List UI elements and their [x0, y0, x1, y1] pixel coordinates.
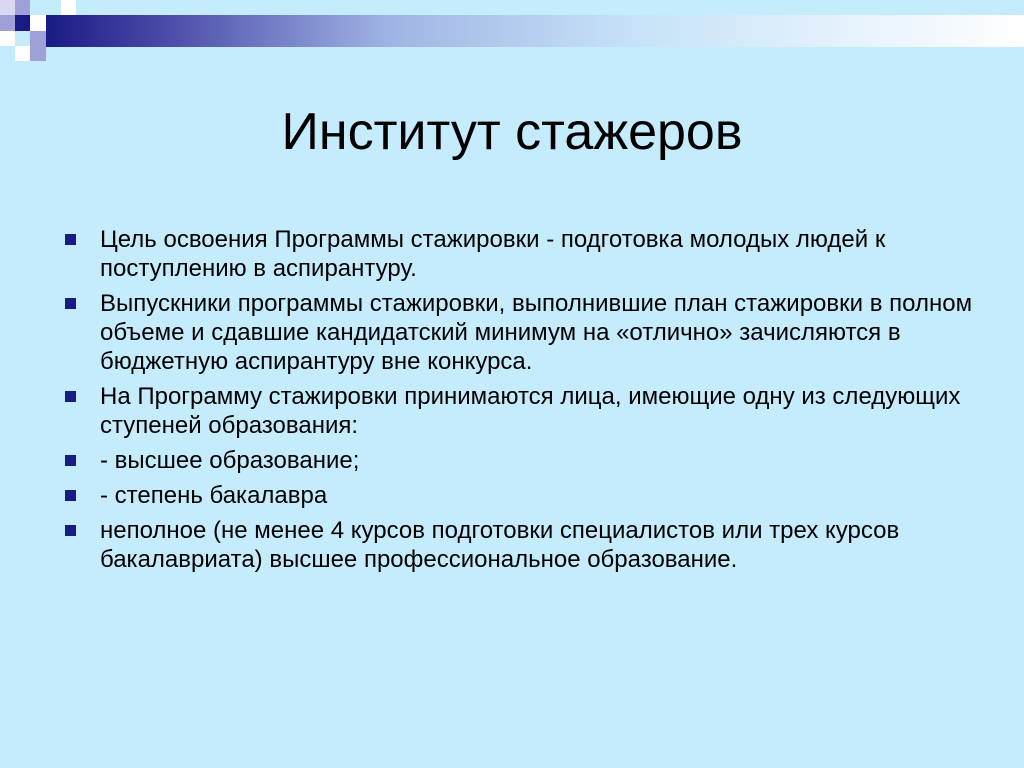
header-gradient-bar — [46, 15, 1024, 47]
bullet-text: На Программу стажировки принимаются лица, имеющие одну из следующих ступеней образования: — [100, 383, 961, 439]
square-bullet-icon — [65, 490, 76, 501]
bullet-text: - степень бакалавра — [100, 482, 328, 509]
square-bullet-icon — [65, 391, 76, 402]
square-bullet-icon — [65, 455, 76, 466]
bullet-item — [60, 382, 990, 440]
decor-square-5 — [15, 15, 30, 31]
decor-square-8 — [0, 31, 15, 46]
decor-square-2 — [15, 0, 30, 15]
decor-square-9 — [30, 31, 46, 46]
square-bullet-icon — [65, 234, 76, 245]
bullet-text: Цель освоения Программы стажировки - подготовка молодых людей к поступлению в аспирантуру. — [100, 226, 886, 282]
bullet-list — [60, 225, 990, 580]
bullet-item — [60, 289, 990, 376]
square-bullet-icon — [65, 525, 76, 536]
square-bullet-icon — [65, 298, 76, 309]
bullet-text: неполное (не менее 4 курсов подготовки специалистов или трех курсов бакалавриата) высшее профессиональное образование. — [100, 517, 900, 573]
slide-title: Институт стажеров — [281, 103, 743, 161]
decor-square-10 — [15, 46, 30, 61]
decor-square-1 — [0, 0, 15, 15]
bullet-item — [60, 446, 990, 475]
bullet-text: - высшее образование; — [100, 447, 360, 474]
decor-square-4 — [0, 15, 15, 31]
decor-square-11 — [30, 46, 46, 61]
bullet-item — [60, 481, 990, 510]
decor-square-3 — [61, 0, 76, 15]
bullet-item — [60, 225, 990, 283]
bullet-text: Выпускники программы стажировки, выполнившие план стажировки в полном объеме и сдавшие кандидатский минимум на «отлично» зачисляются в бюджетную аспирантуру вне конкурса. — [100, 290, 973, 375]
bullet-item — [60, 516, 990, 574]
decor-square-6 — [30, 15, 46, 31]
